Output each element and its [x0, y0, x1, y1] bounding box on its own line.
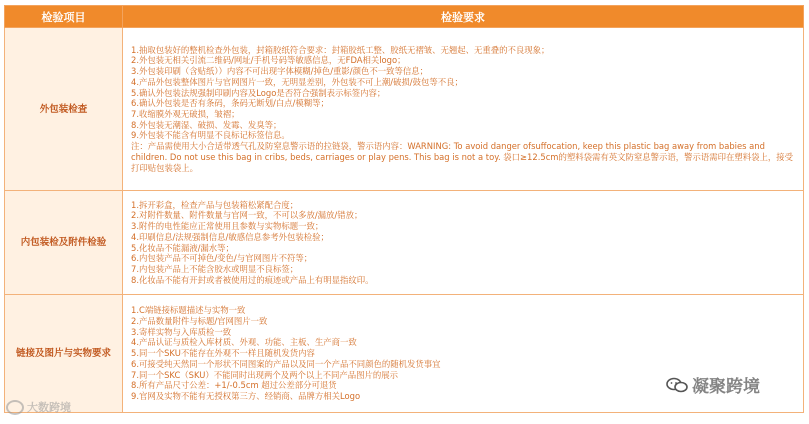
requirement-line: 9.官网及实物不能有无授权第三方、经销商、品牌方相关Logo	[131, 390, 361, 401]
warning-note: 注：产品需使用大小合适带透气孔及防窒息警示语的拉链袋，警示语内容：WARNING: To avoid danger ofsuffocation, keep this plastic bag away from babies and children. Do not use this bag in cribs, beds, carriages or play pens. This bag is not a toy. 袋口≥12.5cm的塑料袋需有英文防窒息警示语，警示语需印在塑料袋上，接受打印贴包装袋上。	[131, 141, 793, 173]
requirement-line: 7.同一个SKC（SKU）不能同时出现两个及两个以上不同产品图片的展示	[131, 369, 399, 380]
requirement-line: 1.C端链接标题描述与实物一致	[131, 305, 246, 316]
category-cell: 外包装检查	[5, 28, 123, 191]
watermark-right-text: 凝聚跨境	[692, 377, 760, 397]
requirement-line: 5.化妆品不能漏液/漏水等；	[131, 242, 234, 253]
requirement-line: 1.抽取包装好的整机检查外包装，封箱胶纸符合要求：封箱胶纸工整、胶纸无褶皱、无翘起、无重叠的不良现象；	[131, 44, 550, 55]
requirement-line: 7.收缩膜外观无破损，皱褶；	[131, 109, 240, 119]
requirement-line: 8.化妆品不能有开封或者被使用过的痕迹或产品上有明显指纹印。	[131, 274, 374, 285]
requirement-line: 3.寄样实物与入库质检一致	[131, 326, 232, 337]
requirement-line: 2.对附件数量、附件数量与官网一致，不可以多放/漏放/错放；	[131, 210, 363, 221]
inspection-table	[4, 5, 804, 413]
requirement-line: 6.确认外包装是否有条码，条码无断划/白点/模糊等；	[131, 98, 329, 109]
table-row-outer-packaging	[5, 28, 804, 191]
requirements-cell	[123, 28, 804, 191]
requirement-line: 8.外包装无潮湿、破损、发霉、发臭等；	[131, 119, 282, 130]
requirement-line: 4.印刷信息/法规强制信息/敏感信息参考外包装检验；	[131, 231, 329, 242]
requirement-line: 6.内包装产品不可掉色/变色/与官网图片不符等；	[131, 253, 313, 264]
requirement-line: 4.产品外包装整体图片与官网图片一致，无明显差别，外包装不可上潮/破损/鼓包等不良；	[131, 76, 463, 87]
watermark-right	[666, 372, 760, 397]
wechat-icon	[666, 377, 688, 393]
requirement-line: 3.外包装印刷（含贴纸））内容不可出现字体模糊/掉色/重影/颜色不一致等信息；	[131, 66, 429, 77]
requirement-line: 5.确认外包装法规强制印刷内容及Logo是否符合强制表示标签内容；	[131, 87, 386, 98]
table-row-inner-packaging	[5, 191, 804, 295]
category-cell: 链接及图片与实物要求	[5, 295, 123, 413]
requirement-line: 3.附件的电性能应正常使用且参数与实物标题一致；	[131, 221, 324, 232]
header-inspection-requirements: 检验要求	[123, 6, 804, 28]
watermark-left-text: 大数跨境	[27, 401, 71, 414]
requirement-line: 2.产品数量附件与标题/官网图片一致	[131, 316, 268, 327]
requirements-cell	[123, 191, 804, 295]
requirement-line: 4.产品认证与质检入库材质、外观、功能、主板、生产商一致	[131, 337, 357, 348]
header-inspection-item: 检验项目	[5, 6, 123, 28]
requirement-line: 5.同一个SKU不能存在外观不一样且随机发货内容	[131, 348, 315, 359]
inspection-table-container	[4, 5, 803, 413]
requirement-line: 9.外包装不能含有明显不良标记标签信息。	[131, 130, 290, 141]
requirement-line: 1.拆开彩盒，检查产品与包装箱松紧配合度；	[131, 199, 299, 210]
requirement-line: 2.外包装无相关引流二维码/网址/手机号码等敏感信息，无FDA相关logo；	[131, 55, 406, 66]
watermark-left	[6, 399, 71, 415]
requirement-line: 7.内包装产品上不能含胶水或明显不良标签；	[131, 263, 299, 274]
requirement-line: 6.可接受纯天然同一个形状不同图案的产品以及同一个产品不同颜色的随机发货事宜	[131, 358, 441, 369]
category-cell: 内包装检及附件检验	[5, 191, 123, 295]
speech-bubble-icon	[6, 400, 24, 415]
requirement-line: 8.所有产品尺寸公差：+1/-0.5cm 超过公差部分可退货	[131, 380, 337, 391]
table-header-row	[5, 6, 804, 28]
